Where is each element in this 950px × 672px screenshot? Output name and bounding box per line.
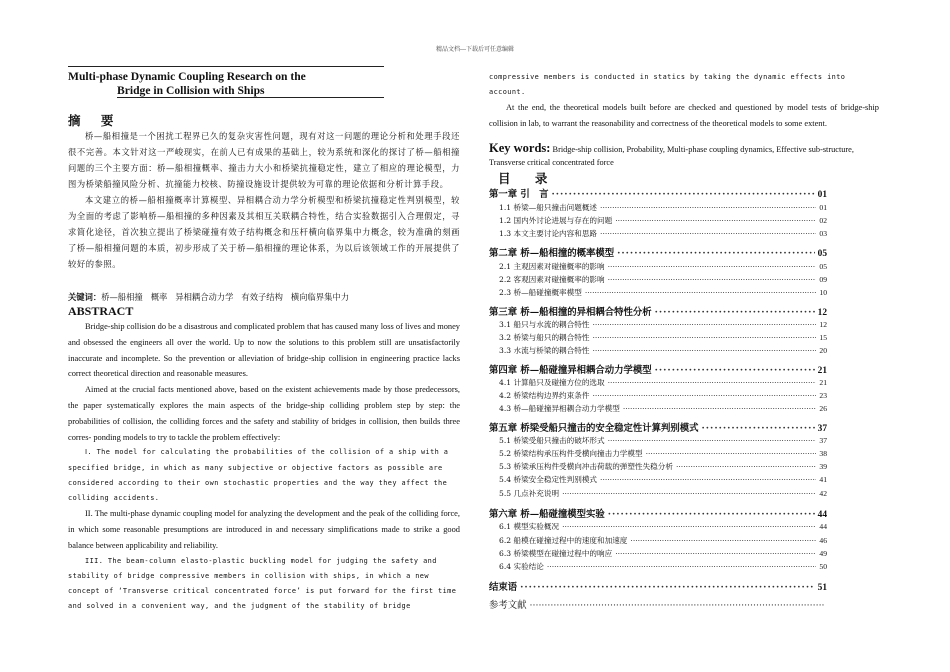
title-top-rule (68, 66, 384, 67)
toc-entry[interactable]: 4.1 计算船只及碰撞方位的选取 ····· 21 (489, 377, 827, 388)
abstract-cn-heading: 摘 要 (68, 113, 122, 128)
abstract-en-body (68, 319, 460, 614)
toc-entry[interactable]: 第六章 桥—船碰撞模型实验 ····· 44 (489, 506, 827, 520)
keywords-cn-label: 关键词： (68, 292, 102, 302)
abstract-en-item3: III. The beam-column elasto-plastic buckling model for judging the safety and stability of bridge compressive members in collision with ships, in which a new concept of ‘Transverse critical concentrated force’ is put forward for the first time and solved in a convenient way, and the judgment of the stability of bridge (68, 556, 457, 611)
toc-entry[interactable]: 结束语 ····· 51 (489, 579, 827, 593)
toc-entry[interactable]: 1.3 本文主要讨论内容和思路 ····· 03 (489, 228, 827, 239)
toc-entry[interactable]: 5.2 桥梁结构承压构件受横向撞击力学模型 ····· 38 (489, 448, 827, 459)
abstract-cn-para1: 桥—船相撞是一个困扰工程界已久的复杂灾害性问题，现有对这一问题的理论分析和处理手段还很不完善。本文针对这一严峻现实，在前人已有成果的基础上，较为系统和深化的探讨了桥—船相撞问题的三个主要方面：桥—船相撞概率、撞击力大小和桥梁抗撞稳定性，建立了相应的理论模型，力图为桥梁船撞风险分析、抗撞能力校核、防撞设施设计提供较为可靠的理论依据和分析计算手段。 (68, 131, 460, 189)
toc-entry[interactable]: 3.1 船只与水流的耦合特性 ····· 12 (489, 319, 827, 330)
toc-entry[interactable]: 6.2 船模在碰撞过程中的速度和加速度 ····· 46 (489, 535, 827, 546)
keywords-cn (68, 291, 460, 304)
keywords-en (489, 142, 879, 169)
keyword-cn: 异相耦合动力学 (175, 292, 234, 302)
abstract-en-para1: Bridge-ship collision do be a disastrous and complicated problem that has caused many loss of lives and money and obsessed the engineers all over the world. Up to now the solutions to this problem still are unsatisfactorily inaccurate and incomplete. So the prevention or alleviation of bridge-ship collision in engineering practice lacks correct theoretical direction and reasonable measures. (68, 322, 460, 379)
keyword-cn: 有效子结构 (241, 292, 283, 302)
toc-entry[interactable]: 5.1 桥梁受船只撞击的破坏形式 ····· 37 (489, 435, 827, 446)
toc-entry[interactable]: 3.2 桥梁与船只的耦合特性 ····· 15 (489, 332, 827, 343)
toc-entry[interactable]: 4.3 桥—船碰撞异相耦合动力学模型 ····· 26 (489, 403, 827, 414)
page-header-note: 精品文档---下载后可任意编辑 (435, 46, 515, 53)
toc-entry[interactable]: 2.1 主观因素对碰撞概率的影响 ····· 05 (489, 261, 827, 272)
toc-entry[interactable]: 6.3 桥梁模型在碰撞过程中的响应 ····· 49 (489, 548, 827, 559)
toc-entry[interactable]: 2.3 桥—船碰撞概率模型 ····· 10 (489, 287, 827, 298)
keywords-en-list: Bridge-ship collision, Probability, Multi-phase coupling dynamics, Effective sub-structure, Transverse critical concentrated force (489, 145, 854, 167)
abstract-cn-para2: 本文建立的桥—船相撞概率计算模型、异相耦合动力学分析模型和桥梁抗撞稳定性判别模型，较为全面的考虑了影响桥—船相撞的多种因素及其相互关联耦合特性，结合实验数据引入合理假定，寻求简化途径，首次独立提出了桥梁碰撞有效子结构概念和压杆横向临界集中力概念，较为准确的刻画了桥—船相撞问题的本质，初步形成了关于桥—船相撞的理论体系，为以后该领域工作的开展提供了较好的参照。 (68, 195, 460, 269)
title-bottom-rule (117, 97, 384, 98)
toc-entry[interactable]: 5.4 桥梁安全稳定性判别模式 ····· 41 (489, 474, 827, 485)
toc-entry[interactable]: 第一章 引 言 ····· 01 (489, 186, 827, 200)
toc-entry[interactable]: 5.3 桥梁承压构件受横向冲击荷载的弹塑性失稳分析 ····· 39 (489, 461, 827, 472)
toc-entry[interactable]: 6.1 模型实验概况 ····· 44 (489, 521, 827, 532)
thesis-title-line1: Multi-phase Dynamic Coupling Research on the (68, 70, 306, 83)
toc-heading: 目 录 (498, 171, 558, 186)
keyword-cn: 桥—船相撞 (101, 292, 143, 302)
toc-entry[interactable]: 6.4 实验结论 ····· 50 (489, 561, 827, 572)
table-of-contents (489, 186, 827, 616)
toc-entry[interactable]: 4.2 桥梁结构边界约束条件 ····· 23 (489, 390, 827, 401)
abstract-cn-body (68, 128, 460, 272)
toc-entry[interactable]: 第四章 桥—船碰撞异相耦合动力学模型 ····· 21 (489, 362, 827, 376)
abstract-en-para2: Aimed at the crucial facts mentioned above, based on the existent achievements made by those predecessors, the paper systematically explores the main aspects of the bridge-ship colliding problem step by step: the probabilities of collision, the colliding forces and the safety and stability of bridges in collision, then builds three corres- ponding models to try to tackle the problem effectively: (68, 385, 460, 442)
toc-entry[interactable]: 第二章 桥—船相撞的概率模型 ····· 05 (489, 245, 827, 259)
toc-entry[interactable]: 5.5 几点补充说明 ····· 42 (489, 488, 827, 499)
abstract-en-item2: II. The multi-phase dynamic coupling model for analyzing the development and the peak of the colliding force, in which some reasonable presumptions are introduced in and necessary simplifications made to strike a good balance between applicability and reliability. (68, 509, 460, 550)
toc-entry[interactable]: 3.3 水流与桥梁的耦合特性 ····· 20 (489, 345, 827, 356)
abstract-en-continued (489, 70, 879, 132)
abstract-en-para-end: At the end, the theoretical models built before are checked and questioned by model tests of bridge-ship collision in lab, to warrant the reasonability and correctness of the theoretical models to some extent. (489, 103, 879, 129)
thesis-title-line2: Bridge in Collision with Ships (117, 84, 265, 97)
abstract-en-item3-cont: compressive members is conducted in statics by taking the dynamic effects into account. (489, 73, 846, 97)
abstract-en-item1: Ⅰ. The model for calculating the probabilities of the collision of a ship with a specified bridge, in which as many subjective or objective factors as possible are considered according to their own stochastic properties and the way they affect the colliding accidents. (68, 448, 449, 502)
toc-entry[interactable]: 2.2 客观因素对碰撞概率的影响 ····· 09 (489, 274, 827, 285)
toc-entry[interactable]: 第三章 桥—船相撞的异相耦合特性分析 ····· 12 (489, 304, 827, 318)
abstract-en-heading: ABSTRACT (68, 304, 134, 318)
keywords-en-label: Key words: (489, 141, 551, 155)
toc-entry[interactable]: 1.1 桥梁—船只撞击问题概述 ····· 01 (489, 202, 827, 213)
toc-entry[interactable]: 参考文献 ····· (489, 597, 827, 611)
keyword-cn: 概率 (150, 292, 168, 302)
toc-entry[interactable]: 1.2 国内外讨论进展与存在的问题 ····· 02 (489, 215, 827, 226)
keyword-cn: 横向临界集中力 (290, 292, 349, 302)
toc-entry[interactable]: 第五章 桥梁受船只撞击的安全稳定性计算判别模式 ····· 37 (489, 420, 827, 434)
